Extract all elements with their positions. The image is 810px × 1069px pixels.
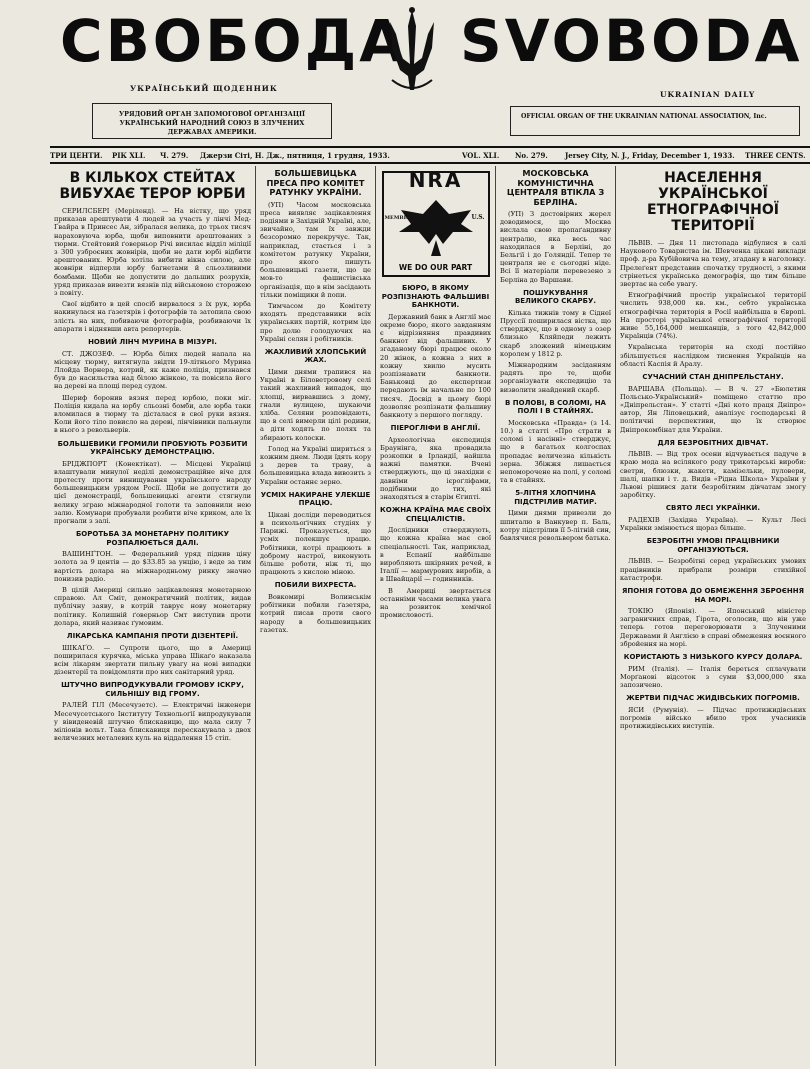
subheadline: КОЖНА КРАЇНА МАЄ СВОЇХ СПЕЦІАЛІСТІВ. [380, 506, 491, 523]
article-paragraph: В цілій Америці сильно зацікавлення монетарною справою. Ал Сміт, демократичний політик, видав публічну заяву, в котрій таврує нову монетарну політику. Колишній ґоверньор Смт виступив проти долара, який називає ґумовим. [54, 586, 251, 627]
article-paragraph: РИМ (Італія). — Італія береться сплачувати Морґанові відсоток з суми $3,000,000 яка запозичено. [620, 664, 806, 689]
subheadline: ШТУЧНО ВИПРОДУКУВАЛИ ГРОМОВУ ІСКРУ, СИЛЬНІШУ ВІД ГРОМУ. [61, 681, 244, 698]
article-paragraph: Голод на Україні шириться з кожним днем. Люди їдять кору з дерев та траву, а большевицька влада вивозить з України останнє зерно. [260, 444, 371, 486]
article-paragraph: Свої відбито в цей спосіб вирвалося з їх рук, юрба накинулася на ґазетярів і фотографів та затопила свою злість на них, побиваючи фотографів, розбиваючи їх апарати і віднявши авта репортерів. [54, 300, 251, 333]
nra-member-label: MEMBER [384, 215, 412, 221]
masthead-title-cyrillic: СВОБОДА [60, 7, 408, 75]
article-paragraph: Міжнародним засіданням радять про те, щоби зорганізувати експедицію та визволити знайдений скарб. [500, 361, 611, 394]
price-latin: THREE CENTS. [745, 151, 806, 160]
subheadline: В ПОЛОВІ, В СОЛОМІ, НА ПОЛІ І В СТАЙНЯХ. [505, 398, 606, 416]
article-paragraph: ЛЬВІВ. — Від трох осени відчувається падуче в краю мода на всілякого роду трикотарські вироби: светри, блюзки, жакети, камізельки, пуловери, шалі, шапки і т. д. Видів «Рідна Школа» України у Львові рішився дати безробітним дівчатам змогу заробітку. [620, 450, 806, 500]
article-paragraph: В Америці звертається останніми часами велика увага на розвиток хемічної промисловості. [380, 586, 491, 620]
article-paragraph: Вовкомирі Волинськім робітники побили ґазетяра, котрий писав проти свого народу в большевицьких газетах. [260, 592, 371, 634]
article-paragraph: РАЛЕЙ ГІЛ (Месечузетс). — Електричні інженери Месечусетського Інституту Технольоґії випродукували у вівиденевій штучно блискавицю, що мала силу 7 міліонів вольт. Така блискавиця перескакувала з двох величезних металевих куль на віддалення 15 стіп. [54, 701, 251, 743]
article-paragraph: Московська «Правда» (з 14. 10.) в статті «Про страти в соломі і насінні» стверджує, що в багатьох колгоспах пропадає величезна кількість зерна. Збіжжя лишається непоморочене на полі, у соломі та в стайнях. [500, 418, 611, 485]
article-paragraph: Етноґрафічний простір української території числить 938,000 кв. км., себто українська етнографічна територія в Росії найбільша в Європі. На просторі української етнографічної території живе 55,164,000 мешканців, з того 42,842,000 Українців (74%). [620, 291, 806, 341]
subheadline: ЖЕРТВИ ПІДЧАС ЖИДІВСЬКИХ ПОГРОМІВ. [626, 694, 800, 703]
masthead [50, 0, 810, 148]
subheadline: СУЧАСНИЙ СТАН ДНІПРЕЛЬСТАНУ. [642, 373, 784, 382]
subheadline: 5-ЛІТНЯ ХЛОПЧИНА ПІДСТРІЛИВ МАТИР. [514, 489, 597, 506]
column-3 [375, 166, 495, 1066]
article-paragraph: Кілька тижнів тому в Сіднеї Пруссії поширилася вістка, що стверджує, що в одному з озер близько Кляйпеди лежить скарб зложений німецьким королем у 1812 р. [500, 308, 611, 358]
article-paragraph: Дослідники стверджують, що кожна країна має свої спеціальності. Так, наприклад, в Еспанії найбільше виробляють шкіряних речей, в Італії — мармурових виробів, а в Швайцарії — годинників. [380, 526, 491, 584]
place-date-cyrillic: Джерзи Сіті, Н. Дж., пятниця, 1 грудня, 1933. [200, 151, 390, 160]
masthead-subtitle-cyrillic: УКРАЇНСЬКИЙ ЩОДЕННИК [130, 84, 278, 93]
column-2 [255, 166, 375, 1066]
headline-moscow-central: МОСКОВСЬКА КОМУНІСТИЧНА ЦЕНТРАЛЯ ВТІКЛА З БЕРЛІНА. [506, 168, 605, 207]
article-paragraph: Шериф боронив вязня перед юрбою, поки міг. Поліція кидала на юрбу сльозні бомби, але юрба таки вломилася в тюрму та дісталася в свої руки вязня. Коли його тіло повисло на дереві, лінчівники пальнули в нього з револьверів. [54, 393, 251, 435]
article-paragraph: ВАШИНҐТОН. — Федеральний уряд піднив ціну золота за 9 центів — до $33.85 за унцію, і веде за тим вартість долара на міжнародньому ринку значно понизив радіо. [54, 550, 251, 583]
article-paragraph: ЯСИ (Румунія). — Підчас протижидівських погромів військо вбило трох учасників протижидівських виступів. [620, 705, 806, 731]
article-paragraph: СЕРИЛСБЕРІ (Меріленд). — На вістку, що уряд приказав арештувати 4 людей за участь у лінчі Мед-Ґвайра в Принсес Ан, зібралася велика, до трьох тисяч нараховуюча юрба, щоби виповнити арештованих з тюрми. Стейтовий ґоверньор Річі висилає відділ міліції з 300 узброєних жовнірів, щоби не дати юрбі відбити арештованих. Юрба хотіла вибити вікна силою, але жовніри відперли юрбу багнетами й сльозливими бомбами. Щоби не допустити до дальших розрухів, уряд приказав вивезти вязнів під військовою сторожею з повіту. [54, 207, 251, 298]
subheadline: СВЯТО ЛЕСІ УКРАЇНКИ. [665, 504, 761, 513]
subheadline: ЖАХЛИВИЙ ХЛОПСЬКИЙ ЖАХ. [264, 347, 367, 365]
nra-motto: WE DO OUR PART [398, 262, 473, 272]
article-paragraph: ЛЬВІВ. — Дня 11 листопада відбулися в салі Наукового Товариства ім. Шевченка цікаві виклади проф. д-ра Кубійовича на тему, згадану в наголовку. Прелеґент представив спочатку трудності, з якими стрінеться українська демографія, що тим більше звертає на себе увагу. [620, 239, 806, 289]
article-paragraph: (УП) З достовірних жерел доводимося, що Москва вислала свою пропаґандивну централю, яка весь час находилася в Берліні, до Бельгії і до Голяндії. Тепер те централя не є сьогодні ніде. Всі її матеріали перевезено з Берліна до Варшави. [500, 210, 611, 284]
volume-cyrillic: РІК XLI. [112, 151, 146, 160]
headline-mob-terror: В КІЛЬКОХ СТЕЙТАХ ВИБУХАЄ ТЕРОР ЮРБИ [59, 170, 246, 202]
issue-number-latin: No. 279. [515, 151, 548, 160]
subheadline: БОРОТЬБА ЗА МОНЕТАРНУ ПОЛІТИКУ РОЗПАЛЮЄТЬСЯ ДАЛІ. [75, 530, 230, 547]
subheadline: КОРИСТАЮТЬ З НИЗЬКОГО КУРСУ ДОЛАРА. [623, 653, 803, 662]
subheadline: БЮРО, В ЯКОМУ РОЗПІЗНАЮТЬ ФАЛЬШИВІ БАНКНОТИ. [381, 284, 490, 309]
nra-us-label: U.S. [471, 214, 485, 221]
price-cyrillic: ТРИ ЦЕНТИ. [50, 151, 103, 160]
article-paragraph: Цими днями привезли до шпиталю в Ванкувер п. Баль, котру підстрілив її 5-літній син, бавлячися револьвером батька. [500, 509, 611, 543]
subheadline: ДЛЯ БЕЗРОБІТНИХ ДІВЧАТ. [657, 438, 769, 447]
dateline [50, 146, 810, 164]
article-paragraph: Українська територія на сході постійно збільшується наслідком тиснення Українців на області Каспія й Аралу. [620, 343, 806, 368]
headline-ethnographic-territory: НАСЕЛЕННЯ УКРАЇНСЬКОЇ ЕТНОГРАФІЧНОЇ ТЕРИТОРІЇ [647, 170, 779, 234]
column-5 [615, 166, 810, 1066]
place-date-latin: Jersey City, N. J., Friday, December 1, 1933. [565, 151, 735, 160]
subheadline: ПОБИЛИ ВИХРЕСТА. [274, 581, 357, 590]
subheadline: НОВИЙ ЛІНЧ МУРИНА В МІЗУРІ. [88, 338, 217, 347]
article-paragraph: Державний банк в Англії має окреме бюро, якого завданням є відрізняння правдивих банкнот від фальшивих. У згаданому бюрі працює около 20 жінок, а кожна з них в кожну хвилю мусить розпізнавати банкноти. Баньковці до експертизи передають їм начальне по 100 тисяч. Досвід в цьому бюрі дозволяє розпізнати фальшиву банкноту з першого погляду. [380, 312, 491, 419]
article-paragraph: ВАРШАВА (Польща). — В ч. 27 «Бюлетин Польсько-Український» поміщено статтю про «Дніпрельстан». У статті «Дні кото праця Дніпрo» автор, Ян Ліповецький, аналізує господарські й політичні перспективи, що їх створює Дніпрокомбінат для України. [620, 384, 806, 434]
article-paragraph: РАДЕХІВ (Західна Україна). — Культ Лесі Українки змінюється щораз більше. [620, 515, 806, 533]
trident-emblem-icon [362, 4, 462, 96]
article-paragraph: Археологічна експедиція Браунінга, яка провадила розкопки в Ірландії, найшла важні памятки. Вчені стверджують, що ці знахідки є давніми ієроґліфами, подібними до тих, які знаходяться в старім Єгипті. [380, 435, 491, 502]
subheadline: ЯПОНІЯ ГОТОВА ДО ОБМЕЖЕННЯ ЗБРОЄННЯ НА МОРІ. [622, 587, 804, 604]
masthead-title-latin: SVOBODA [460, 7, 803, 75]
subheadline: ПОШУКУВАННЯ ВЕЛИКОГО СКАРБУ. [514, 288, 597, 306]
column-1 [50, 166, 255, 1066]
article-paragraph: (УП) Часом московська преса виявляє зацікавлення подіями в Західній Україні, але, звичайно, там їх завжди безсоромно перекручує. Так, наприклад, стається і з комітетом ратунку України, про якого пишуть большевицькі газети, що це мов-то фашистівська організація, що в нім засідають тільки поміщики й попи. [260, 200, 372, 299]
subheadline: БЕЗРОБІТНІ УМОВІ ПРАЦІВНИКИ ОРГАНІЗУЮТЬСЯ. [646, 537, 780, 554]
article-paragraph: ЛЬВІВ. — Безробітні серед українських умових працівників прибрали розміри стихійної катастрофи. [620, 557, 806, 582]
volume-latin: VOL. XLI. [462, 151, 500, 160]
article-paragraph: БРІДЖПОРТ (Конектікат). — Місцеві Українці влаштували минулої неділі демонстраційне віче для протесту проти винищування українського народу большевицьким урядом Росії. Щоби не допустити до цієї демонстрації, большевицькі агенти стягнули велику зграю міжнародної голоти та заповнили нею залю. Комунари пробували розбити віче криком, але їх прогнали з залі. [54, 459, 251, 525]
subheadline: УСМІХ НАКИРАНЕ УЛЕКШЕ ПРАЦЮ. [260, 490, 371, 508]
article-paragraph: СТ. ДЖОЗЕФ. — Юрба білих людей напала на місцеву тюрму, витягнула звідти 19-літнього Мурина Ллойда Ворнера, котрий, як каже поліція, признався був до насильства над білою жінкою, та повісила його на дереві на площі перед судом. [54, 349, 251, 391]
article-columns [50, 166, 810, 1066]
subheadline: ЛІКАРСЬКА КАМПАНІЯ ПРОТИ ДІЗЕНТЕРІЇ. [66, 632, 239, 641]
column-4 [495, 166, 615, 1066]
subheadline: ПІЕРОГЛІФИ В АНГЛІЇ. [390, 424, 481, 433]
headline-bolshevik-press: БОЛЬШЕВИЦЬКА ПРЕСА ПРО КОМІТЕТ РАТУНКУ УКРАЇНИ. [266, 168, 365, 197]
subheadline: БОЛЬШЕВИКИ ГРОМИЛИ ПРОБУЮТЬ РОЗБИТИ УКРАЇНСЬКУ ДЕМОНСТРАЦІЮ. [57, 439, 248, 457]
article-paragraph: Тимчасом до Комітету входять представники всіх українських партій, котрим іде про долю голодуючих на Україні селян і робітників. [260, 301, 371, 343]
article-paragraph: ШІКАҐО. — Супроти цього, що в Америці поширилася курячка, міська управа Шікаґо наказала всім лікарям звертати пильну увагу на нові випадки дізентерії та повідомляти про них санітарний уряд. [54, 643, 251, 677]
nra-letters: NRA [408, 168, 463, 192]
org-box-latin: OFFICIAL ORGAN OF THE UKRAINIAN NATIONAL ASSOCIATION, Inc. [510, 106, 800, 136]
nra-eagle-emblem [381, 170, 491, 278]
article-paragraph: Цікаві досліди переводиться в психольоґічних студіях у Парижі. Проказується, що усміх полекшує працю. Робітники, котрі працюють в доброму настрої, виконують більше роботи, ніж ті, що працюють з кислою міною. [260, 510, 371, 577]
issue-number-cyrillic: Ч. 279. [160, 151, 189, 160]
article-paragraph: ТОКІЮ (Японія). — Японський міністер заграничних справ, Ґірота, оголосив, що він уже теперь готов переговорювати з Злученими Державами й Англією в справі обмеження воєнного збройення на морі. [620, 607, 806, 648]
org-box-cyrillic: УРЯДОВИЙ ОРГАН ЗАПОМОГОВОЇ ОРГАНІЗАЦІЇ УКРАЇНСЬКИЙ НАРОДНИЙ СОЮЗ В ЗЛУЧЕНИХ ДЕРЖАВАХ АМЕРИКИ. [92, 103, 332, 139]
masthead-subtitle-latin: UKRAINIAN DAILY [660, 90, 756, 99]
article-paragraph: Цими днями трапився на Україні в Біловетровому селі такий жахливий випадок, що хлопці, вирвавшись з дому, гнали вулицею, шукаючи хліба. Селяни розповідають, що в селі вимерли цілі родини, а діти ходять по полях та збирають колоски. [260, 367, 371, 442]
